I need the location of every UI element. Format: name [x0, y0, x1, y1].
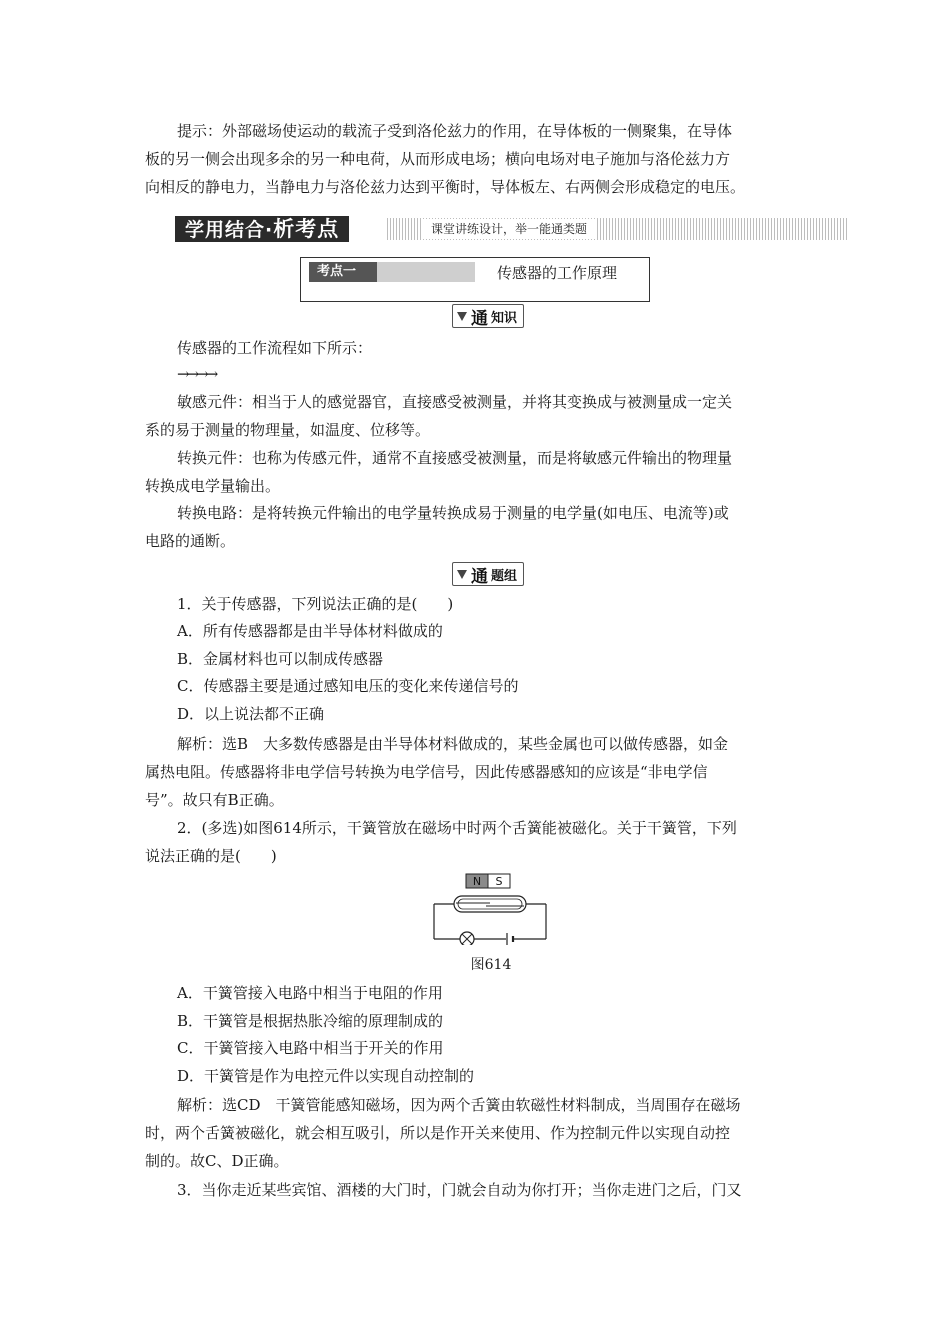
hint-line-1: 提示：外部磁场使运动的载流子受到洛伦兹力的作用，在导体板的一侧聚集，在导体	[177, 122, 733, 140]
banner-subtitle: 课堂讲练设计，举一能通类题	[423, 219, 595, 239]
kaodian-tag: 考点一	[309, 262, 475, 282]
knowledge-p3-line2: 电路的通断。	[145, 532, 236, 550]
q2-answer-line2: 时，两个舌簧被磁化，就会相互吸引，所以是作开关来使用、作为控制元件以实现自动控	[145, 1124, 731, 1142]
q2-stem-line1: 2．(多选)如图614所示，干簧管放在磁场中时两个舌簧能被磁化。关于干簧管，下列	[177, 819, 737, 837]
q1-option-d: D．以上说法都不正确	[177, 705, 325, 723]
hint-line-3: 向相反的静电力，当静电力与洛伦兹力达到平衡时，导体板左、右两侧会形成稳定的电压。	[145, 178, 746, 196]
q2-option-a: A．干簧管接入电路中相当于电阻的作用	[177, 984, 443, 1002]
q2-answer-line1: 解析：选CD 干簧管能感知磁场，因为两个舌簧由软磁性材料制成，当周围存在磁场	[177, 1096, 741, 1114]
q2-answer-line3: 制的。故C、D正确。	[145, 1152, 289, 1170]
q1-option-a: A．所有传感器都是由半导体材料做成的	[177, 622, 443, 640]
kaodian-box	[300, 257, 650, 302]
q1-stem: 1．关于传感器，下列说法正确的是( )	[177, 595, 454, 613]
kaodian-title: 传感器的工作原理	[497, 264, 618, 282]
knowledge-p2-line1: 转换元件：也称为传感元件，通常不直接感受被测量，而是将敏感元件输出的物理量	[177, 449, 733, 467]
knowledge-p3-line1: 转换电路：是将转换元件输出的电学量转换成易于测量的电学量(如电压、电流等)或	[177, 504, 729, 522]
reed-switch-circuit-figure	[432, 873, 550, 945]
section-banner	[175, 216, 847, 242]
q1-answer-line2: 属热电阻。传感器将非电学信号转换为电学信号，因此传感器感知的应该是“非电学信	[145, 763, 708, 781]
reed-tube	[454, 896, 526, 912]
knowledge-p2-line2: 转换成电学量输出。	[145, 477, 281, 495]
q2-option-d: D．干簧管是作为电控元件以实现自动控制的	[177, 1067, 475, 1085]
magnet-n-label: N	[472, 875, 482, 888]
q3-stem-line1: 3．当你走近某些宾馆、酒楼的大门时，门就会自动为你打开；当你走进门之后，门又	[177, 1181, 742, 1199]
questions-badge: 通 题组	[452, 562, 524, 586]
q2-option-b: B．干簧管是根据热胀冷缩的原理制成的	[177, 1012, 444, 1030]
knowledge-p1-line2: 系的易于测量的物理量，如温度、位移等。	[145, 421, 431, 439]
q1-answer-line1: 解析：选B 大多数传感器是由半导体材料做成的，某些金属也可以做传感器，如金	[177, 735, 729, 753]
hint-line-2: 板的另一侧会出现多余的另一种电荷，从而形成电场；横向电场对电子施加与洛伦兹力方	[145, 150, 731, 168]
triangle-icon	[457, 570, 467, 579]
q1-option-c: C．传感器主要是通过感知电压的变化来传递信号的	[177, 677, 519, 695]
q1-option-b: B．金属材料也可以制成传感器	[177, 650, 384, 668]
q2-option-c: C．干簧管接入电路中相当于开关的作用	[177, 1039, 444, 1057]
q1-answer-line3: 号”。故只有B正确。	[145, 791, 284, 809]
figure-caption: 图614	[470, 957, 512, 973]
triangle-icon	[457, 312, 467, 321]
banner-title: 学用结合·析考点	[175, 216, 349, 242]
magnet-s-label: S	[495, 875, 503, 888]
q2-stem-line2: 说法正确的是( )	[145, 847, 277, 865]
flow-arrows: →→→→	[177, 365, 216, 383]
knowledge-badge: 通 知识	[452, 304, 524, 328]
knowledge-p1-line1: 敏感元件：相当于人的感觉器官，直接感受被测量，并将其变换成与被测量成一定关	[177, 393, 733, 411]
knowledge-intro: 传感器的工作流程如下所示：	[177, 339, 373, 357]
